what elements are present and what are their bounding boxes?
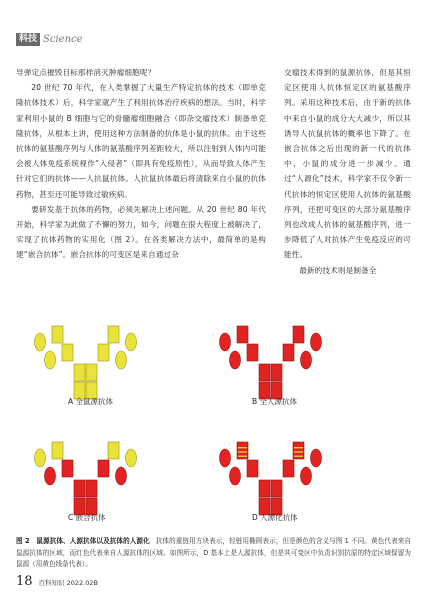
light-variable-ellipse bbox=[126, 333, 137, 351]
light-constant-ellipse bbox=[45, 467, 56, 485]
heavy-constant-block bbox=[86, 364, 97, 381]
heavy-constant-block bbox=[259, 480, 270, 497]
heavy-constant-block bbox=[62, 344, 73, 361]
heavy-constant-block bbox=[86, 480, 97, 497]
antibody-figure bbox=[16, 316, 411, 529]
panel-a-label: A 全鼠源抗体 bbox=[68, 397, 114, 406]
light-variable-ellipse bbox=[35, 449, 46, 467]
light-variable-ellipse bbox=[220, 449, 231, 467]
heavy-constant-block bbox=[247, 460, 258, 477]
left-text-column bbox=[16, 65, 266, 263]
heavy-variable-block bbox=[108, 326, 119, 343]
heavy-variable-block bbox=[52, 326, 63, 343]
cdr-stripe bbox=[294, 447, 303, 448]
antibody-diagram bbox=[16, 316, 411, 529]
antibody-b bbox=[220, 326, 322, 399]
heavy-constant-block bbox=[283, 344, 294, 361]
light-constant-ellipse bbox=[45, 351, 56, 369]
figure-caption bbox=[16, 536, 411, 571]
page-footer bbox=[16, 574, 98, 589]
heavy-constant-block bbox=[271, 480, 282, 497]
panel-b-label: B 全人源抗体 bbox=[252, 397, 298, 406]
section-header bbox=[16, 33, 83, 46]
paragraph: 最新的技术则是制备全 bbox=[299, 265, 377, 275]
light-constant-ellipse bbox=[230, 467, 241, 485]
heavy-constant-block bbox=[98, 344, 109, 361]
antibody-d bbox=[220, 442, 322, 515]
heavy-constant-block bbox=[247, 344, 258, 361]
caption-title: 图 2 鼠源抗体、人源抗体以及抗体的人源化 bbox=[16, 537, 150, 545]
heavy-constant-block bbox=[271, 364, 282, 381]
heavy-variable-block bbox=[237, 326, 248, 343]
light-constant-ellipse bbox=[116, 351, 127, 369]
heavy-constant-block bbox=[62, 460, 73, 477]
heavy-constant-block bbox=[74, 364, 85, 381]
light-variable-ellipse bbox=[220, 333, 231, 351]
paragraph: 交瘤技术得到的鼠源抗体，但是其恒定区使用人抗体恒定区的氨基酸序列。采用这种技术后，由于新的抗体中来自小鼠的成分大大减少，所以其诱导人抗鼠抗体的概率也下降了。在嵌合抗体之后出现的新一代的抗体中，小鼠的成分进一步减少。通过“人源化”技术，科学家不仅令新一代抗体的恒定区使用人抗体的氨基酸序列，还把可变区的大部分氨基酸序列也改成人抗体的氨基酸序列，进一步降低了人对抗体产生免疫反应的可能性。 bbox=[284, 68, 411, 260]
paragraph: 要研发基于抗体的药物，必须先解决上述问题。从 20 世纪 80 年代开始，科学家为此做了不懈的努力，如今，问题在很大程度上被解决了，实现了抗体药物的实用化（图 2）。在各类解决方法中，最简单的是构建“嵌合抗体”。嵌合抗体的可变区是来自通过杂 bbox=[16, 204, 266, 260]
cdr-stripe bbox=[294, 456, 303, 457]
light-constant-ellipse bbox=[116, 467, 127, 485]
antibody-a bbox=[35, 326, 137, 399]
heavy-variable-block bbox=[293, 326, 304, 343]
heavy-constant-block bbox=[283, 460, 294, 477]
panel-d-label: D 人源化抗体 bbox=[252, 513, 298, 522]
cdr-stripe bbox=[238, 451, 247, 452]
section-label-en: Science bbox=[43, 34, 83, 45]
light-variable-ellipse bbox=[35, 333, 46, 351]
heavy-constant-block bbox=[74, 480, 85, 497]
page-number: 18 bbox=[16, 574, 33, 589]
light-constant-ellipse bbox=[301, 467, 312, 485]
heavy-constant-block bbox=[98, 460, 109, 477]
heavy-variable-block bbox=[108, 442, 119, 459]
light-variable-ellipse bbox=[311, 449, 322, 467]
panel-c-label: C 嵌合抗体 bbox=[68, 513, 106, 522]
light-constant-ellipse bbox=[301, 351, 312, 369]
section-label-cn: 科技 bbox=[16, 33, 40, 46]
heavy-variable-block bbox=[52, 442, 63, 459]
light-variable-ellipse bbox=[126, 449, 137, 467]
light-constant-ellipse bbox=[230, 351, 241, 369]
antibody-c bbox=[35, 442, 137, 515]
caption-body: 抗体的重链用方块表示，轻链用椭圆表示，但是颜色的含义与图 1 不同。黄色代表来自鼠源抗体的区域，而红色代表来自人源抗体的区域。如图所示，D 基本上是人源抗体，但是其可变区中负责识别抗原的特定区域保留为鼠源（用黄色线条代表）。 bbox=[16, 537, 411, 568]
light-variable-ellipse bbox=[311, 333, 322, 351]
journal-issue: 百科知识 2022.02B bbox=[38, 579, 98, 587]
cdr-stripe bbox=[294, 451, 303, 452]
heavy-constant-block bbox=[259, 364, 270, 381]
cdr-stripe bbox=[238, 447, 247, 448]
right-text-column bbox=[284, 65, 411, 278]
paragraph: 20 世纪 70 年代，在人类掌握了大量生产特定抗体的技术（即单克隆抗体技术）后，科学家就产生了利用抗体治疗疾病的想法。当时，科学家利用小鼠的 B 细胞与它的骨髓瘤细胞融合（即杂交瘤技术）制备单克隆抗体，从根本上讲，使用这种方法制备的抗体是小鼠的抗体。由于这些抗体的氨基酸序列与人体的氨基酸序列差距较大，所以注射到人体内可能会被人体免疫系统视作“入侵者”（即具有免疫原性），从而导致人体产生针对它们的抗体——人抗鼠抗体。人抗鼠抗体最后将清除来自小鼠的抗体药物，甚至还可能导致过敏疾病。 bbox=[16, 83, 266, 199]
cdr-stripe bbox=[238, 456, 247, 457]
paragraph: 导弹定点摧毁目标那样消灭肿瘤细胞呢？ bbox=[16, 68, 156, 77]
